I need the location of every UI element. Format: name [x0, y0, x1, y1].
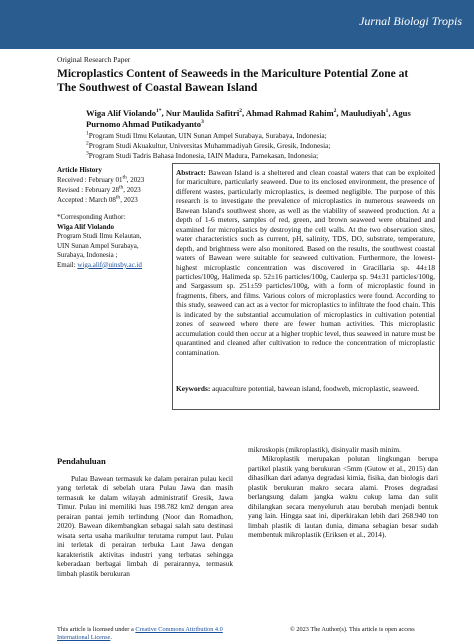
copyright-notice: © 2023 The Author(s). This article is open access [290, 626, 415, 633]
author-4-sup: 1 [385, 108, 389, 115]
license-link-2[interactable]: International License [57, 634, 111, 641]
author-3-sup: 2 [333, 108, 337, 115]
author-1: Wiga Alif Violando [86, 108, 157, 118]
corresponding-author-block [57, 213, 165, 270]
section-heading: Pendahuluan [57, 456, 106, 466]
license-link[interactable]: Creative Commons Attribution 4.0 [135, 626, 223, 633]
abstract-text [176, 168, 435, 357]
author-5-part2: Purnomo Ahmad Putikadyanto [86, 119, 202, 129]
keywords-label: Keywords: [176, 384, 211, 393]
corresponding-line3: Surabaya, Indonesia ; [57, 251, 118, 259]
affiliation-3-text: Program Studi Tadris Bahasa Indonesia, IAIN Madura, Pamekasan, Indonesia; [88, 151, 319, 160]
author-4: , Mauludiyah [336, 108, 386, 118]
affiliation-1 [86, 131, 327, 141]
right-paragraph-1: Mikroplastik merupakan polutan lingkungan berupa partikel plastik yang berukuran <5mm (Gutow et al., 2015) dan dihasilkan dari adanya degradasi kimia, fisika, dan biologis dari plastik berukuran makro secara alami. Proses degradasi berlangsung dalam jangka waktu cukup lama dan sulit dihilangkan secara menyeluruh atau berubah menjadi bentuk yang lain. Hingga saat ini, diperkirakan lebih dari 268.940 ton limbah plastik di lautan dunia, dimana sebagian besar sudah membentuk mikroplastik (Eriksen et al., 2014). [248, 454, 438, 540]
left-column [57, 474, 233, 578]
affiliation-1-sup: 1 [86, 130, 89, 137]
revised-date: Revised : February 28th, 2023 [57, 184, 141, 194]
received-date: Received : February 01th, 2023 [57, 174, 145, 184]
right-column [248, 445, 438, 540]
affiliation-2-sup: 2 [86, 140, 89, 147]
affiliation-1-text: Program Studi Ilmu Kelautan, UIN Sunan Ampel Surabaya, Surabaya, Indonesia; [88, 131, 327, 140]
affiliation-3 [86, 151, 318, 161]
abstract-label: Abstract: [176, 168, 206, 177]
corresponding-line2: UIN Sunan Ampel Surabaya, [57, 241, 139, 250]
author-2-sup: 2 [239, 108, 242, 115]
article-title: Microplastics Content of Seaweeds in the Mariculture Potential Zone at The Southwest of Coastal Bawean Island [57, 68, 409, 94]
license-notice: This article is licensed under a Creative Commons Attribution 4.0 International License. [57, 626, 223, 641]
author-3: , Ahmad Rahmad Rahim [241, 108, 334, 118]
author-1-sup: 1* [156, 108, 162, 115]
corresponding-email-row: Email: wiga.alif@uinsby.ac.id [57, 260, 142, 269]
author-list [86, 108, 436, 130]
corresponding-heading: *Corresponding Author: [57, 213, 126, 221]
affiliation-2-text: Program Studi Akuakultur, Universitas Muhammadiyah Gresik, Gresik, Indonesia; [88, 141, 331, 150]
keywords-text: aquaculture potential, bawean island, foodweb, microplastic, seaweed. [210, 384, 420, 393]
right-paragraph-0: mikroskopis (mikroplastik), disinyalir masih minim. [248, 445, 401, 454]
accepted-date: Accepted : March 08th, 2023 [57, 194, 138, 204]
corresponding-name: Wiga Alif Violando [57, 222, 115, 231]
affiliation-2 [86, 141, 330, 151]
author-5-sup: 3 [201, 119, 204, 126]
corresponding-email-link[interactable]: wiga.alif@uinsby.ac.id [77, 260, 142, 269]
author-5-part1: , Agus [388, 108, 411, 118]
journal-name: Jurnal Biologi Tropis [359, 14, 462, 28]
corresponding-line1: Program Studi Ilmu Kelautan, [57, 232, 142, 240]
keywords [176, 384, 435, 394]
article-kind: Original Research Paper [57, 55, 131, 64]
article-history-heading: Article History [57, 166, 102, 174]
abstract-body: Bawean Island is a sheltered and clean coastal waters that can be exploited for mariculture, particularly seaweed. Due to its enclosed environment, the presence of different wastes, particularly microplastics, is deemed negligible. The purpose of this research is to investigate the prevalence of microplastics in numerous seaweeds on Bawean Island's southwest shore, as well as the viability of seaweed production. At a depth of 1-6 meters, samples of red, green, and brown seaweed were obtained and examined for microplastics by destroying the cell walls. At the two observation sites, water characteristics such as current, pH, salinity, TDS, DO, substrate, temperature, depth, and brightness were also monitored. Based on the results, the southwest coastal waters of Bawean were suitable for seaweed cultivation. Furthermore, the lowest-highest microplastic concentration was discovered in Gracillaria sp. 44±18 particles/100g, Halimeda sp. 52±16 particles/100g, Caulerpa sp. 94±31 particles/100g, and Sargassum sp. 251±59 particles/100g, with a form of microplastic found in fragments, fibers, and films. Various colors of microplastics were found. According to this study, seaweed can act as a vector for microplastics to infiltrate the food chain. This is indicated by the substantial accumulation of microplastics in cultivation potential zones of seaweed where there are fewer human activities. This microplastic accumulation could then occur at a higher trophic level, thus seaweed in nature must be quarantined and cleaned after cultivation to reduce the concentration of microplastic contamination. [176, 168, 435, 357]
author-2: , Nur Maulida Safitri [161, 108, 240, 118]
affiliation-3-sup: 3 [86, 150, 89, 157]
left-paragraph-1: Pulau Bawean termasuk ke dalam perairan pulau kecil yang terletak di sebelah utara Pulau Jawa dan masih termasuk ke dalam wilayah administratif Gresik, Jawa Timur. Pulau ini memiliki luas 198.782 km2 dengan area perairan pantai jernih terlindung (Noor dan Romadhon, 2020). Bawean dikembangkan sebagai salah satu destinasi wisata serta usaha marikultur terutama rumput laut. Pulau ini terletak di perairan terbuka Laut Jawa dengan karakteristik aktivitas industri yang terbatas sehingga keberadaan berbagai limbah di perairannya, termasuk limbah plastik berukuran [57, 474, 233, 578]
